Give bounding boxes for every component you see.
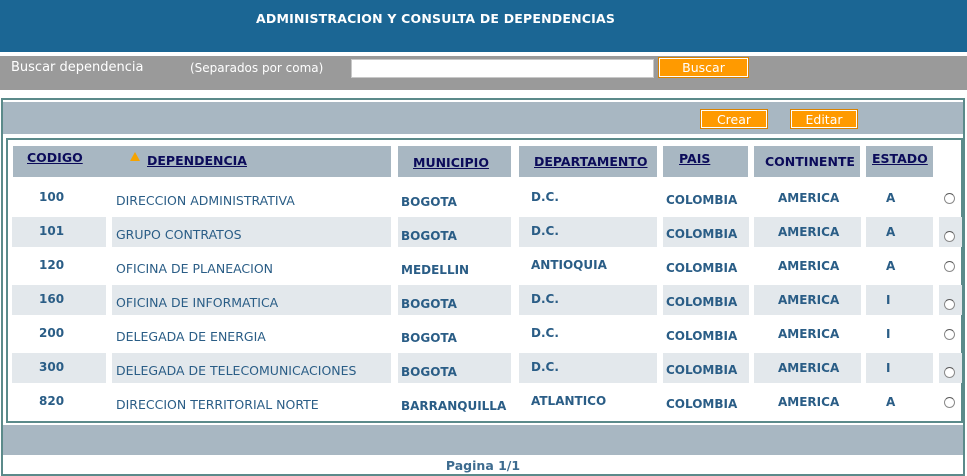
cell-pais: COLOMBIA (666, 227, 738, 241)
cell-departamento: ATLANTICO (531, 394, 607, 408)
column-header-codigo[interactable] (13, 146, 115, 177)
column-header-pais[interactable] (663, 146, 748, 177)
cell-municipio: BOGOTA (401, 297, 457, 311)
cell-departamento: ANTIOQUIA (531, 258, 607, 272)
cell-estado: I (886, 293, 891, 307)
column-label-continente: CONTINENTE (765, 154, 855, 169)
column-header-departamento[interactable] (519, 146, 657, 177)
column-header-dependencia[interactable] (112, 146, 391, 177)
cell-continente: AMERICA (778, 259, 840, 273)
cell-background (866, 251, 933, 281)
cell-continente: AMERICA (778, 327, 840, 341)
search-bar (0, 56, 967, 90)
row-select-radio[interactable] (944, 261, 955, 272)
cell-dependencia: OFICINA DE PLANEACION (116, 261, 274, 276)
cell-codigo: 820 (39, 394, 65, 408)
cell-departamento: D.C. (531, 224, 559, 238)
cell-dependencia: DIRECCION TERRITORIAL NORTE (116, 397, 319, 412)
column-header-municipio[interactable] (398, 146, 511, 177)
cell-dependencia: GRUPO CONTRATOS (116, 227, 242, 242)
column-header-estado[interactable] (866, 146, 933, 177)
cell-estado: I (886, 361, 891, 375)
search-label: Buscar dependencia (11, 60, 144, 75)
action-toolbar (3, 102, 963, 134)
row-select-radio[interactable] (944, 231, 955, 242)
row-select-radio[interactable] (944, 329, 955, 340)
table-row[interactable] (10, 285, 960, 315)
table-row[interactable] (10, 217, 960, 247)
cell-pais: COLOMBIA (666, 329, 738, 343)
cell-codigo: 120 (39, 258, 65, 272)
cell-pais: COLOMBIA (666, 193, 738, 207)
cell-municipio: BOGOTA (401, 195, 457, 209)
cell-estado: A (886, 395, 896, 409)
table-row[interactable] (10, 251, 960, 281)
cell-pais: COLOMBIA (666, 397, 738, 411)
cell-background (866, 353, 933, 383)
table-row[interactable] (10, 183, 960, 213)
cell-pais: COLOMBIA (666, 261, 738, 275)
cell-departamento: D.C. (531, 190, 559, 204)
cell-municipio: BOGOTA (401, 331, 457, 345)
cell-dependencia: DELEGADA DE ENERGIA (116, 329, 266, 344)
row-select-radio[interactable] (944, 367, 955, 378)
create-button[interactable]: Crear (701, 110, 767, 128)
table-row[interactable] (10, 353, 960, 383)
cell-continente: AMERICA (778, 293, 840, 307)
row-select-radio[interactable] (944, 193, 955, 204)
cell-dependencia: DELEGADA DE TELECOMUNICACIONES (116, 363, 357, 378)
page-header (0, 0, 967, 52)
column-label-municipio: MUNICIPIO (413, 155, 489, 170)
column-label-codigo: CODIGO (27, 150, 83, 165)
cell-municipio: BOGOTA (401, 365, 457, 379)
cell-municipio: BARRANQUILLA (401, 399, 507, 413)
cell-codigo: 300 (39, 360, 65, 374)
cell-continente: AMERICA (778, 225, 840, 239)
cell-codigo: 160 (39, 292, 65, 306)
cell-codigo: 200 (39, 326, 65, 340)
cell-continente: AMERICA (778, 361, 840, 375)
table-row[interactable] (10, 319, 960, 349)
column-label-dependencia: DEPENDENCIA (147, 153, 247, 168)
cell-dependencia: OFICINA DE INFORMATICA (116, 295, 279, 310)
cell-background (866, 217, 933, 247)
cell-municipio: BOGOTA (401, 229, 457, 243)
cell-pais: COLOMBIA (666, 295, 738, 309)
column-label-pais: PAIS (679, 151, 711, 166)
cell-estado: I (886, 327, 891, 341)
cell-pais: COLOMBIA (666, 363, 738, 377)
page-title: ADMINISTRACION Y CONSULTA DE DEPENDENCIAS (256, 11, 616, 26)
pagination-label: Pagina 1/1 (445, 458, 521, 473)
cell-departamento: D.C. (531, 292, 559, 306)
cell-estado: A (886, 225, 896, 239)
cell-dependencia: DIRECCION ADMINISTRATIVA (116, 193, 295, 208)
cell-estado: A (886, 259, 896, 273)
column-label-estado: ESTADO (872, 151, 928, 166)
table-row[interactable] (10, 387, 960, 417)
row-select-radio[interactable] (944, 397, 955, 408)
cell-continente: AMERICA (778, 191, 840, 205)
table-footer-bar (3, 425, 963, 455)
cell-background (866, 387, 933, 417)
dependencias-table (6, 138, 963, 423)
results-panel (1, 98, 965, 476)
search-button[interactable]: Buscar (659, 58, 748, 77)
column-label-departamento: DEPARTAMENTO (534, 154, 648, 169)
column-header-continente (754, 146, 860, 177)
row-select-radio[interactable] (944, 299, 955, 310)
cell-estado: A (886, 191, 896, 205)
search-hint: (Separados por coma) (190, 61, 324, 75)
cell-departamento: D.C. (531, 360, 559, 374)
cell-background (866, 183, 933, 213)
cell-background (866, 285, 933, 315)
sort-ascending-triangle-icon (130, 152, 140, 161)
cell-continente: AMERICA (778, 395, 840, 409)
edit-button[interactable]: Editar (791, 110, 857, 128)
cell-codigo: 100 (39, 190, 65, 204)
search-input[interactable] (351, 59, 654, 78)
cell-departamento: D.C. (531, 326, 559, 340)
cell-background (866, 319, 933, 349)
cell-municipio: MEDELLIN (401, 263, 470, 277)
cell-codigo: 101 (39, 224, 65, 238)
